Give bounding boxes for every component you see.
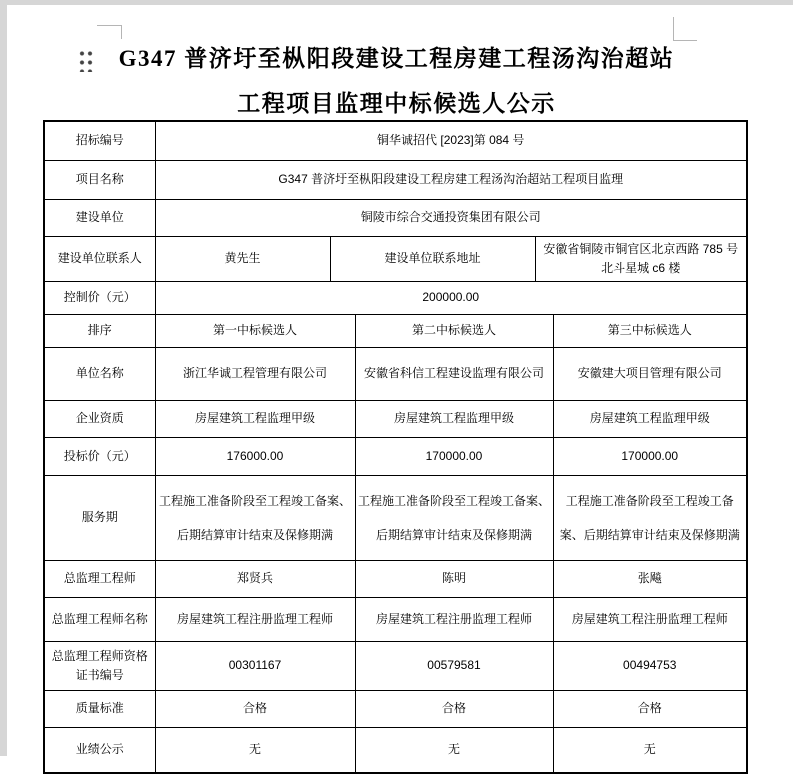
candidate-3: 第三中标候选人 <box>553 315 747 348</box>
candidate-1: 合格 <box>155 691 355 728</box>
table-row <box>44 282 747 315</box>
window-edge-left <box>0 0 7 756</box>
candidate-3: 00494753 <box>553 642 747 691</box>
contact-address-label: 建设单位联系地址 <box>330 237 535 282</box>
row-value: 铜华诚招代 [2023]第 084 号 <box>155 121 747 161</box>
row-label: 总监理工程师 <box>44 561 155 598</box>
table-row <box>44 121 747 161</box>
table-row-contact <box>44 237 747 282</box>
candidate-1: 00301167 <box>155 642 355 691</box>
candidate-1: 房屋建筑工程监理甲级 <box>155 401 355 438</box>
candidate-3: 合格 <box>553 691 747 728</box>
row-label: 业绩公示 <box>44 728 155 774</box>
candidate-3: 张飚 <box>553 561 747 598</box>
notice-table <box>43 120 748 774</box>
row-label: 建设单位联系人 <box>44 237 155 282</box>
row-label: 单位名称 <box>44 348 155 401</box>
row-label: 质量标准 <box>44 691 155 728</box>
page-title-line2: 工程项目监理中标候选人公示 <box>237 91 556 116</box>
page-title-line1: G347 普济圩至枞阳段建设工程房建工程汤沟治超站 <box>118 46 675 71</box>
table-row-quality-standard <box>44 691 747 728</box>
table-row-chief-engineer <box>44 561 747 598</box>
candidate-1: 工程施工准备阶段至工程竣工备案、后期结算审计结束及保修期满 <box>155 476 355 561</box>
row-label: 控制价（元） <box>44 282 155 315</box>
candidate-1: 浙江华诚工程管理有限公司 <box>155 348 355 401</box>
row-label: 项目名称 <box>44 161 155 200</box>
page-title <box>7 36 786 126</box>
table-row <box>44 161 747 200</box>
table-row-bid-price <box>44 438 747 476</box>
row-label: 招标编号 <box>44 121 155 161</box>
table-row-service-period <box>44 476 747 561</box>
candidate-3: 房屋建筑工程注册监理工程师 <box>553 598 747 642</box>
row-label: 总监理工程师名称 <box>44 598 155 642</box>
candidate-2: 00579581 <box>355 642 553 691</box>
contact-address: 安徽省铜陵市铜官区北京西路 785 号北斗星城 c6 楼 <box>535 237 747 282</box>
row-label: 服务期 <box>44 476 155 561</box>
row-value: G347 普济圩至枞阳段建设工程房建工程汤沟治超站工程项目监理 <box>155 161 747 200</box>
candidate-3: 无 <box>553 728 747 774</box>
row-value: 200000.00 <box>155 282 747 315</box>
candidate-1: 176000.00 <box>155 438 355 476</box>
candidate-2: 房屋建筑工程监理甲级 <box>355 401 553 438</box>
candidate-3: 房屋建筑工程监理甲级 <box>553 401 747 438</box>
row-label: 建设单位 <box>44 200 155 237</box>
candidate-1: 房屋建筑工程注册监理工程师 <box>155 598 355 642</box>
candidate-2: 工程施工准备阶段至工程竣工备案、后期结算审计结束及保修期满 <box>355 476 553 561</box>
candidate-1: 郑贤兵 <box>155 561 355 598</box>
table-row-company <box>44 348 747 401</box>
table-row-certificate-no <box>44 642 747 691</box>
candidate-2: 170000.00 <box>355 438 553 476</box>
window-edge-top <box>0 0 793 5</box>
row-value: 铜陵市综合交通投资集团有限公司 <box>155 200 747 237</box>
table-row <box>44 200 747 237</box>
row-label: 排序 <box>44 315 155 348</box>
candidate-2: 陈明 <box>355 561 553 598</box>
candidate-1: 无 <box>155 728 355 774</box>
row-label: 投标价（元） <box>44 438 155 476</box>
table-row-rank <box>44 315 747 348</box>
contact-person: 黄先生 <box>155 237 330 282</box>
candidate-3: 170000.00 <box>553 438 747 476</box>
candidate-2: 合格 <box>355 691 553 728</box>
candidate-2: 无 <box>355 728 553 774</box>
row-label: 总监理工程师资格证书编号 <box>44 642 155 691</box>
candidate-2: 房屋建筑工程注册监理工程师 <box>355 598 553 642</box>
table-row-engineer-title <box>44 598 747 642</box>
table-row-performance <box>44 728 747 774</box>
row-label: 企业资质 <box>44 401 155 438</box>
candidate-1: 第一中标候选人 <box>155 315 355 348</box>
candidate-3: 工程施工准备阶段至工程竣工备案、后期结算审计结束及保修期满 <box>553 476 747 561</box>
candidate-2: 安徽省科信工程建设监理有限公司 <box>355 348 553 401</box>
candidate-2: 第二中标候选人 <box>355 315 553 348</box>
table-row-qualification <box>44 401 747 438</box>
candidate-3: 安徽建大项目管理有限公司 <box>553 348 747 401</box>
